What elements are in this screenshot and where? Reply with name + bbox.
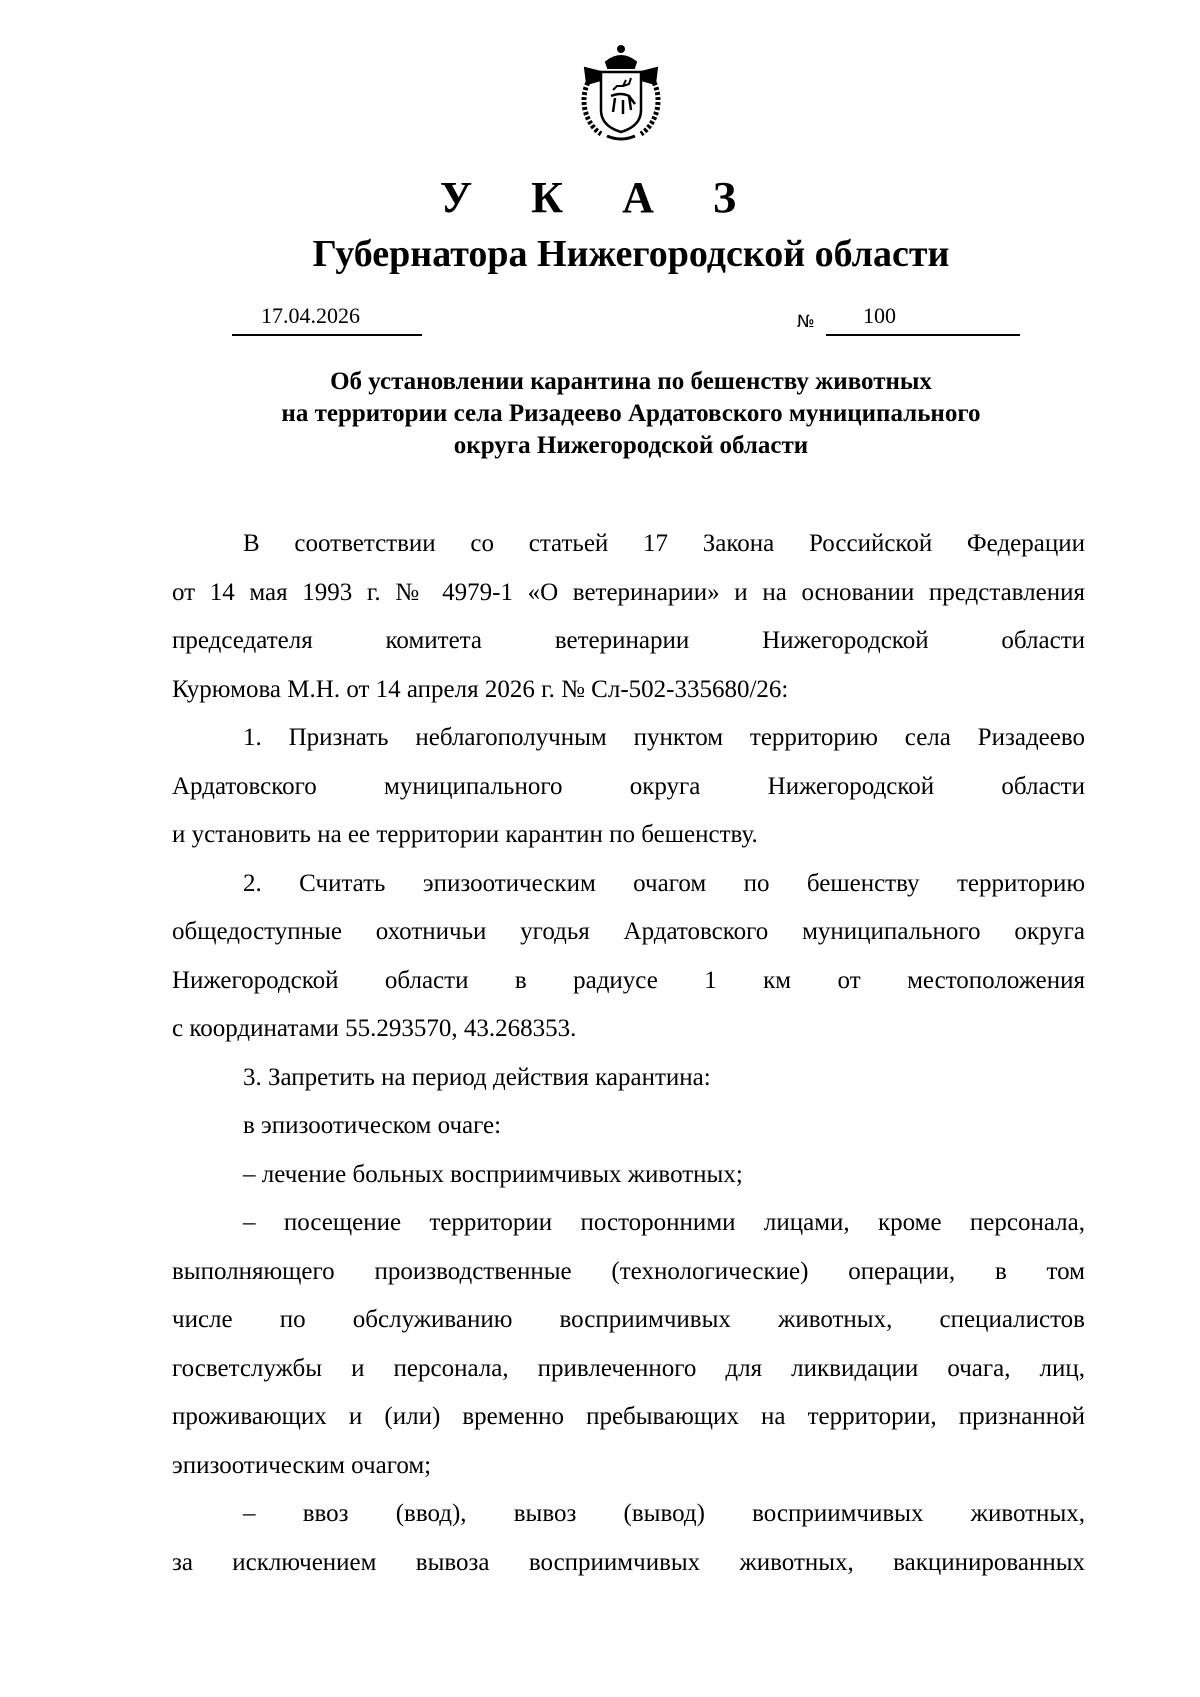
item-1-line: Ардатовского муниципального округа Нижегородской области: [172, 772, 1085, 800]
item-2-line: общедоступные охотничьи угодья Ардатовского муниципального округа: [172, 918, 1085, 945]
number-underline: [826, 304, 1020, 336]
preamble-line: председателя комитета ветеринарии Нижегородской области: [172, 627, 1085, 654]
preamble-line: В соответствии со статьей 17 Закона Российской Федерации: [243, 530, 1085, 557]
bullet-import-line: за исключением вывоза восприимчивых животных, вакцинированных: [172, 1548, 1085, 1576]
item-2-line: Нижегородской области в радиусе 1 км от местоположения: [172, 966, 1085, 994]
bullet-visits-line: проживающих и (или) временно пребывающих на территории, признанной: [172, 1403, 1085, 1430]
item-2-line: с координатами 55.293570, 43.268353.: [172, 1015, 577, 1042]
decree-date: 17.04.2026: [261, 303, 360, 328]
item-2-line: 2. Считать эпизоотическим очагом по бешенству территорию: [243, 869, 1085, 897]
bullet-visits-line: госветслужбы и персонала, привлеченного для ликвидации очага, лиц,: [172, 1354, 1085, 1382]
item-3-heading: 3. Запретить на период действия карантина:: [243, 1063, 711, 1091]
subject-line: округа Нижегородской области: [453, 432, 809, 459]
decree-body: [172, 520, 1085, 1587]
issuer-title: Губернатора Нижегородской области: [312, 233, 950, 275]
bullet-import-line: – ввоз (ввод), вывоз (вывод) восприимчивых животных,: [243, 1500, 1085, 1527]
coat-of-arms-emblem: [571, 40, 671, 144]
preamble-line: Курюмова М.Н. от 14 апреля 2026 г. № Сл-502-335680/26:: [172, 675, 789, 703]
decree-title: У К А З: [439, 173, 761, 222]
decree-subject: [0, 366, 1200, 462]
item-1-line: и установить на ее территории карантин по бешенству.: [172, 821, 758, 848]
bullet-visits-line: – посещение территории посторонними лицами, кроме персонала,: [243, 1209, 1085, 1236]
bullet-treatment: – лечение больных восприимчивых животных;: [243, 1160, 743, 1188]
subject-line: на территории села Ризадеево Ардатовского муниципального: [281, 400, 981, 427]
item-1-line: 1. Признать неблагополучным пунктом территорию села Ризадеево: [243, 724, 1085, 751]
preamble-line: от 14 мая 1993 г. № 4979-1 «О ветеринарии» и на основании представления: [172, 578, 1085, 606]
subject-line: Об установлении карантина по бешенству животных: [330, 368, 932, 395]
bullet-visits-line: числе по обслуживанию восприимчивых животных, специалистов: [172, 1306, 1085, 1333]
bullet-visits-line: эпизоотическим очагом;: [172, 1451, 432, 1479]
number-sign: №: [797, 312, 815, 332]
bullet-visits-line: выполняющего производственные (технологические) операции, в том: [172, 1257, 1085, 1285]
in-focus-heading: в эпизоотическом очаге:: [243, 1112, 502, 1139]
decree-number: 100: [863, 303, 896, 328]
